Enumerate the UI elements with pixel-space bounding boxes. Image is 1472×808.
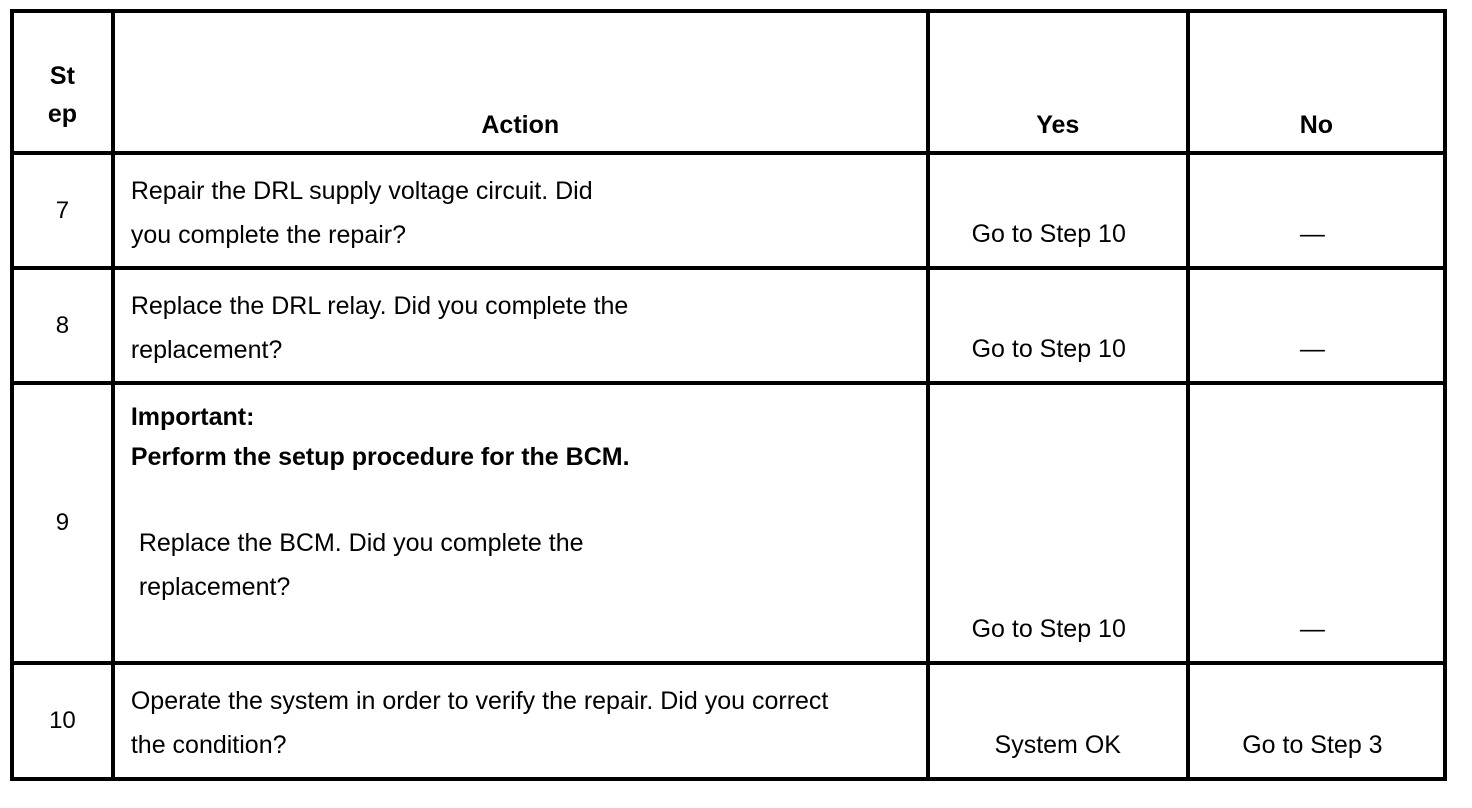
action-cell [113, 383, 928, 663]
action-text: Repair the DRL supply voltage circuit. Did you complete the repair? [130, 177, 593, 249]
no-value: — [1299, 335, 1325, 363]
yes-value: System OK [994, 731, 1121, 759]
header-no: No [1188, 11, 1445, 153]
action-text: Replace the DRL relay. Did you complete the replacement? [130, 292, 629, 364]
table-row [12, 268, 1445, 383]
no-cell [1188, 268, 1445, 383]
table-header-row [12, 11, 1445, 153]
no-cell [1188, 153, 1445, 268]
yes-cell [928, 663, 1188, 779]
yes-cell [928, 383, 1188, 663]
yes-cell [928, 268, 1188, 383]
table-row [12, 663, 1445, 779]
header-step-line2: ep [47, 100, 78, 128]
action-cell [113, 663, 928, 779]
yes-cell [928, 153, 1188, 268]
diagnostic-table [10, 9, 1447, 781]
action-text: Operate the system in order to verify the repair. Did you correct the condition? [130, 687, 829, 759]
important-text: Perform the setup procedure for the BCM. [130, 443, 630, 471]
no-value: — [1299, 615, 1325, 643]
important-label: Important: [130, 403, 255, 431]
table-row [12, 383, 1445, 663]
header-action: Action [113, 11, 928, 153]
step-number: 10 [12, 663, 113, 779]
step-number: 8 [12, 268, 113, 383]
header-yes: Yes [928, 11, 1188, 153]
no-cell [1188, 663, 1445, 779]
table-row [12, 153, 1445, 268]
no-value: Go to Step 3 [1242, 731, 1383, 759]
step-number: 9 [12, 383, 113, 663]
yes-value: Go to Step 10 [971, 615, 1126, 643]
yes-value: Go to Step 10 [971, 335, 1126, 363]
no-value: — [1299, 220, 1325, 248]
no-cell [1188, 383, 1445, 663]
header-step-line1: St [49, 62, 75, 90]
step-number: 7 [12, 153, 113, 268]
header-step [12, 11, 113, 153]
yes-value: Go to Step 10 [971, 220, 1126, 248]
action-cell [113, 153, 928, 268]
action-cell [113, 268, 928, 383]
action-text: Replace the BCM. Did you complete the replacement? [138, 529, 584, 601]
